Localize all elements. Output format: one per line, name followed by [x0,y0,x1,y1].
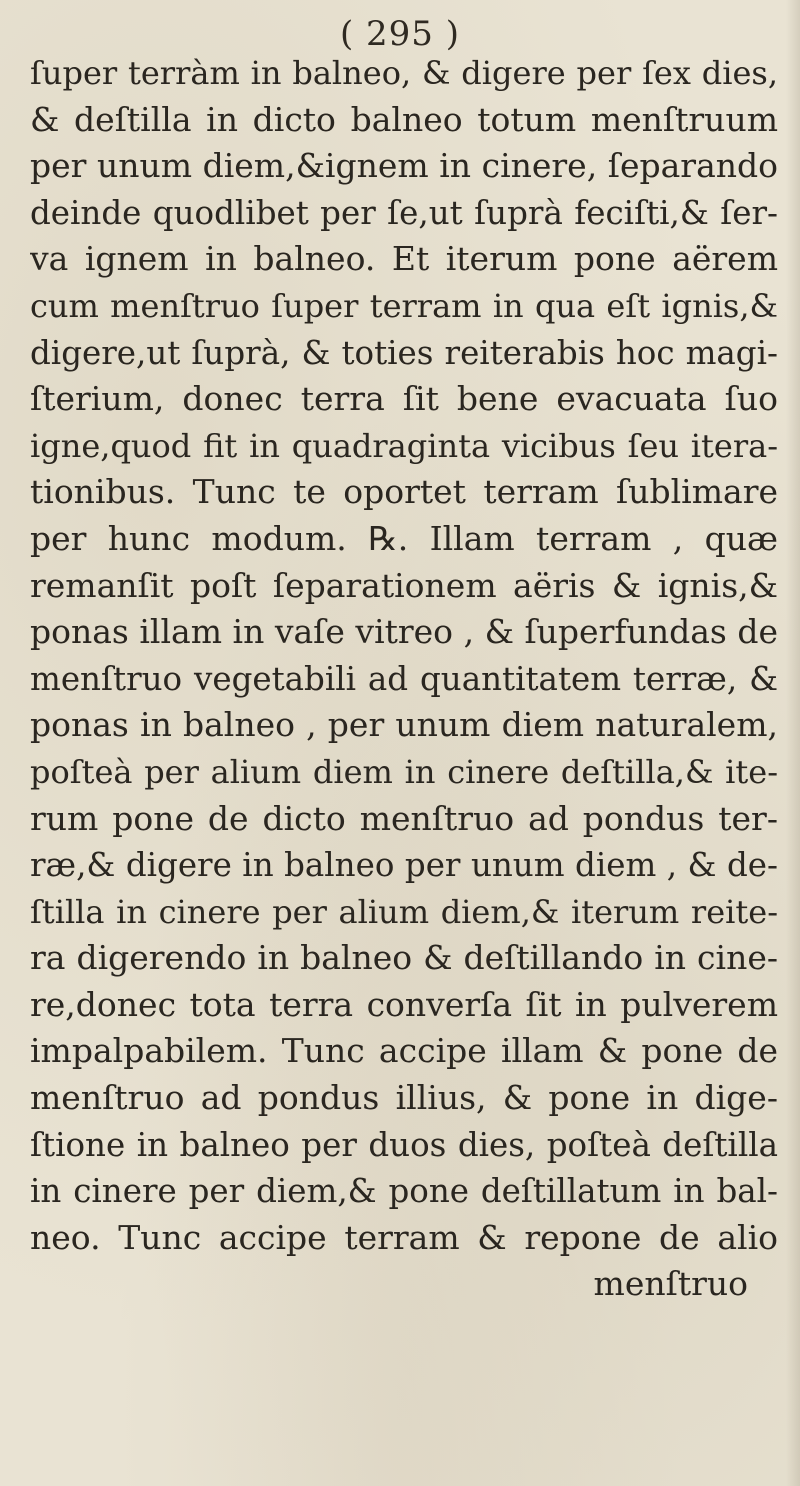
text-line: menſtruo ad pondus illius, & pone in dige- [30,1078,778,1118]
text-line: ræ,& digere in balneo per unum diem , & de- [30,846,778,885]
text-line: ſuper terràm in balneo, & digere per ſex dies, [30,54,778,92]
text-line: va ignem in balneo. Et iterum pone aërem [30,239,778,279]
page-number: ( 295 ) [339,14,461,54]
text-line: impalpabilem. Tunc accipe illam & pone de [30,1031,778,1071]
text-line: neo. Tunc accipe terram & repone de alio [30,1217,778,1257]
text-line: ſterium, donec terra ſit bene evacuata ſuo [30,379,778,419]
text-line: ponas illam in vaſe vitreo , & ſuperfundas de [30,612,778,652]
text-line: digere,ut ſuprà, & toties reiterabis hoc magi- [30,333,778,372]
text-line: re,donec tota terra converſa ſit in pulverem [30,984,778,1024]
page-edge-shadow [786,0,800,1486]
text-line: poſteà per alium diem in cinere deſtilla,& ite- [30,752,778,791]
text-line: igne,quod fit in quadraginta vicibus ſeu itera- [30,426,778,465]
catchword: menſtruo [593,1264,748,1304]
text-line: ra digerendo in balneo & deſtillando in cine- [30,938,778,978]
text-line: & deſtilla in dicto balneo totum menſtruum [30,99,778,139]
text-line: remanſit poſt ſeparationem aëris & ignis,& [30,565,778,605]
text-line: deinde quodlibet per ſe,ut ſuprà feciſti,& ſer- [30,193,778,232]
text-line: ſtilla in cinere per alium diem,& iterum reite- [30,892,778,931]
text-line: ponas in balneo , per unum diem naturalem, [30,705,778,745]
body-text [30,50,778,1308]
text-line: menſtruo vegetabili ad quantitatem terræ, & [30,659,778,698]
text-line: cum menſtruo ſuper terram in qua eſt ignis,& [30,286,778,325]
text-line: ſtione in balneo per duos dies, poſteà deſtilla [30,1125,778,1164]
text-line: rum pone de dicto menſtruo ad pondus ter- [30,798,778,838]
text-line: tionibus. Tunc te oportet terram ſublimare [30,472,778,512]
text-line: per unum diem,&ignem in cinere, ſeparando [30,146,778,186]
text-line: per hunc modum. ℞. Illam terram , quæ [30,518,778,558]
text-line: in cinere per diem,& pone deſtillatum in bal- [30,1172,778,1211]
